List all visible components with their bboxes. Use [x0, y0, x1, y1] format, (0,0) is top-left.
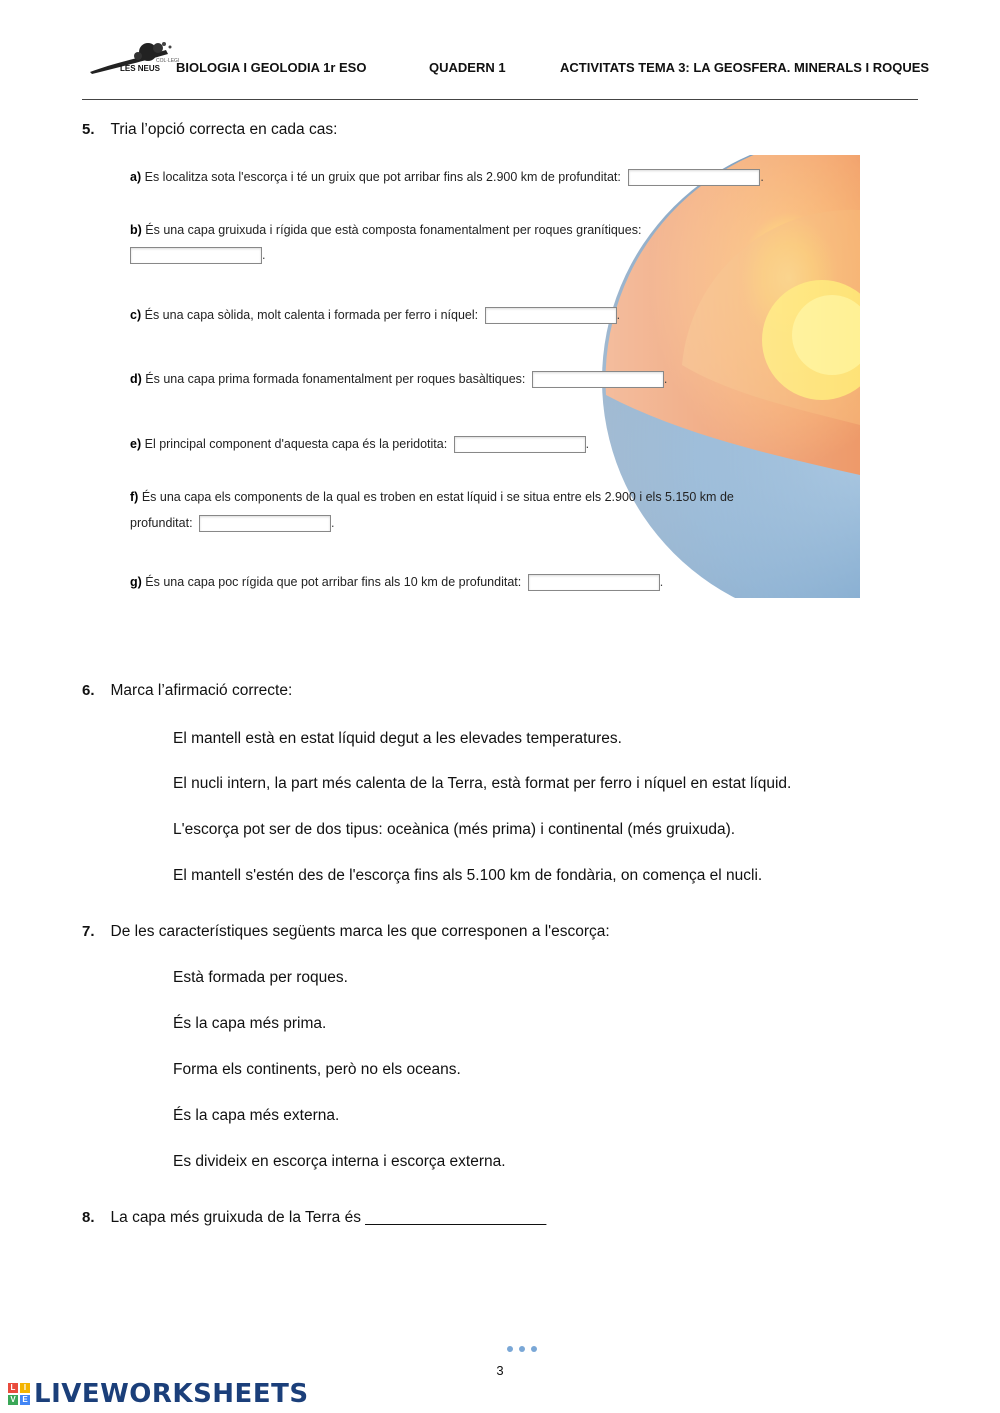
item-text: És una capa els components de la qual es troben en estat líquid i se situa entre els 2.900 i els 5.150 km de: [141, 490, 734, 504]
item-letter: d): [130, 371, 142, 386]
item-g: g) És una capa poc rígida que pot arribar fins als 10 km de profunditat: .: [130, 574, 663, 591]
question-5: [82, 121, 337, 139]
question-8: [82, 1209, 546, 1227]
answer-box-f[interactable]: [199, 515, 331, 532]
school-small-label: COL·LEGI: [156, 58, 180, 64]
question-text: De les característiques següents marca les que corresponen a l'escorça:: [110, 923, 610, 940]
q6-option-3[interactable]: L'escorça pot ser de dos tipus: oceànica (més prima) i continental (més gruixuda).: [173, 821, 736, 838]
question-number: 8.: [82, 1209, 95, 1226]
answer-box-b[interactable]: [130, 247, 262, 264]
q7-option-3[interactable]: Forma els continents, però no els oceans.: [173, 1061, 461, 1078]
item-e: e) El principal component d'aquesta capa és la peridotita: .: [130, 436, 589, 453]
school-logo: [86, 38, 178, 78]
item-d: d) És una capa prima formada fonamentalment per roques basàltiques: .: [130, 371, 667, 388]
q7-option-1[interactable]: Està formada per roques.: [173, 969, 348, 986]
page-number: 3: [496, 1363, 504, 1378]
page-dots-icon: [507, 1346, 537, 1352]
question-number: 7.: [82, 923, 95, 940]
item-letter: e): [130, 436, 142, 451]
item-c: c) És una capa sòlida, molt calenta i formada per ferro i níquel: .: [130, 307, 620, 324]
q7-option-4[interactable]: És la capa més externa.: [173, 1107, 340, 1124]
header-notebook: QUADERN 1: [429, 60, 506, 75]
interactive-activity-panel: [122, 155, 860, 598]
brand-name: LIVEWORKSHEETS: [34, 1379, 309, 1409]
question-number: 6.: [82, 682, 95, 699]
answer-box-e[interactable]: [454, 436, 586, 453]
question-text: Tria l’opció correcta en cada cas:: [110, 121, 338, 138]
item-text: És una capa sòlida, molt calenta i formada per ferro i níquel:: [144, 307, 479, 322]
item-f: [130, 490, 734, 504]
liveworksheets-brand: [8, 1379, 309, 1409]
item-text-continued: profunditat:: [130, 515, 193, 530]
question-number: 5.: [82, 121, 95, 138]
question-text[interactable]: La capa més gruixuda de la Terra és _____________________: [110, 1209, 547, 1226]
item-text: És una capa prima formada fonamentalment per roques basàltiques:: [145, 371, 526, 386]
liveworksheets-logo-icon: L I V E: [8, 1383, 30, 1405]
answer-box-g[interactable]: [528, 574, 660, 591]
q7-option-5[interactable]: Es divideix en escorça interna i escorça externa.: [173, 1153, 506, 1170]
q6-option-2[interactable]: El nucli intern, la part més calenta de la Terra, està format per ferro i níquel en estat líquid.: [173, 775, 792, 792]
answer-box-a[interactable]: [628, 169, 760, 186]
q6-option-4[interactable]: El mantell s'estén des de l'escorça fins als 5.100 km de fondària, on comença el nucli.: [173, 867, 763, 884]
item-letter: g): [130, 574, 142, 589]
question-6: [82, 682, 292, 700]
answer-box-c[interactable]: [485, 307, 617, 324]
header-subject: BIOLOGIA I GEOLODIA 1r ESO: [176, 60, 367, 75]
question-7: [82, 923, 610, 941]
item-f-answer-row: profunditat: .: [130, 515, 335, 532]
item-letter: a): [130, 169, 142, 184]
item-letter: c): [130, 307, 142, 322]
item-text: És una capa gruixuda i rígida que està composta fonamentalment per roques granítiques:: [145, 223, 642, 237]
q6-option-1[interactable]: El mantell està en estat líquid degut a les elevades temperatures.: [173, 730, 622, 747]
header-activities: ACTIVITATS TEMA 3: LA GEOSFERA. MINERALS I ROQUES: [560, 60, 930, 75]
item-text: És una capa poc rígida que pot arribar fins als 10 km de profunditat:: [145, 574, 522, 589]
question-text: Marca l’afirmació correcte:: [110, 682, 293, 699]
answer-box-d[interactable]: [532, 371, 664, 388]
item-text: Es localitza sota l'escorça i té un gruix que pot arribar fins als 2.900 km de profunditat:: [144, 169, 621, 184]
q7-option-2[interactable]: És la capa més prima.: [173, 1015, 327, 1032]
item-letter: f): [130, 490, 139, 504]
item-b-answer-row: .: [130, 247, 265, 264]
school-name: LES NEUS: [120, 64, 161, 73]
item-b: [130, 223, 641, 237]
item-text: El principal component d'aquesta capa és la peridotita:: [144, 436, 448, 451]
item-letter: b): [130, 223, 142, 237]
header-divider: [82, 99, 918, 100]
item-a: a) Es localitza sota l'escorça i té un gruix que pot arribar fins als 2.900 km de profunditat: .: [130, 169, 764, 186]
